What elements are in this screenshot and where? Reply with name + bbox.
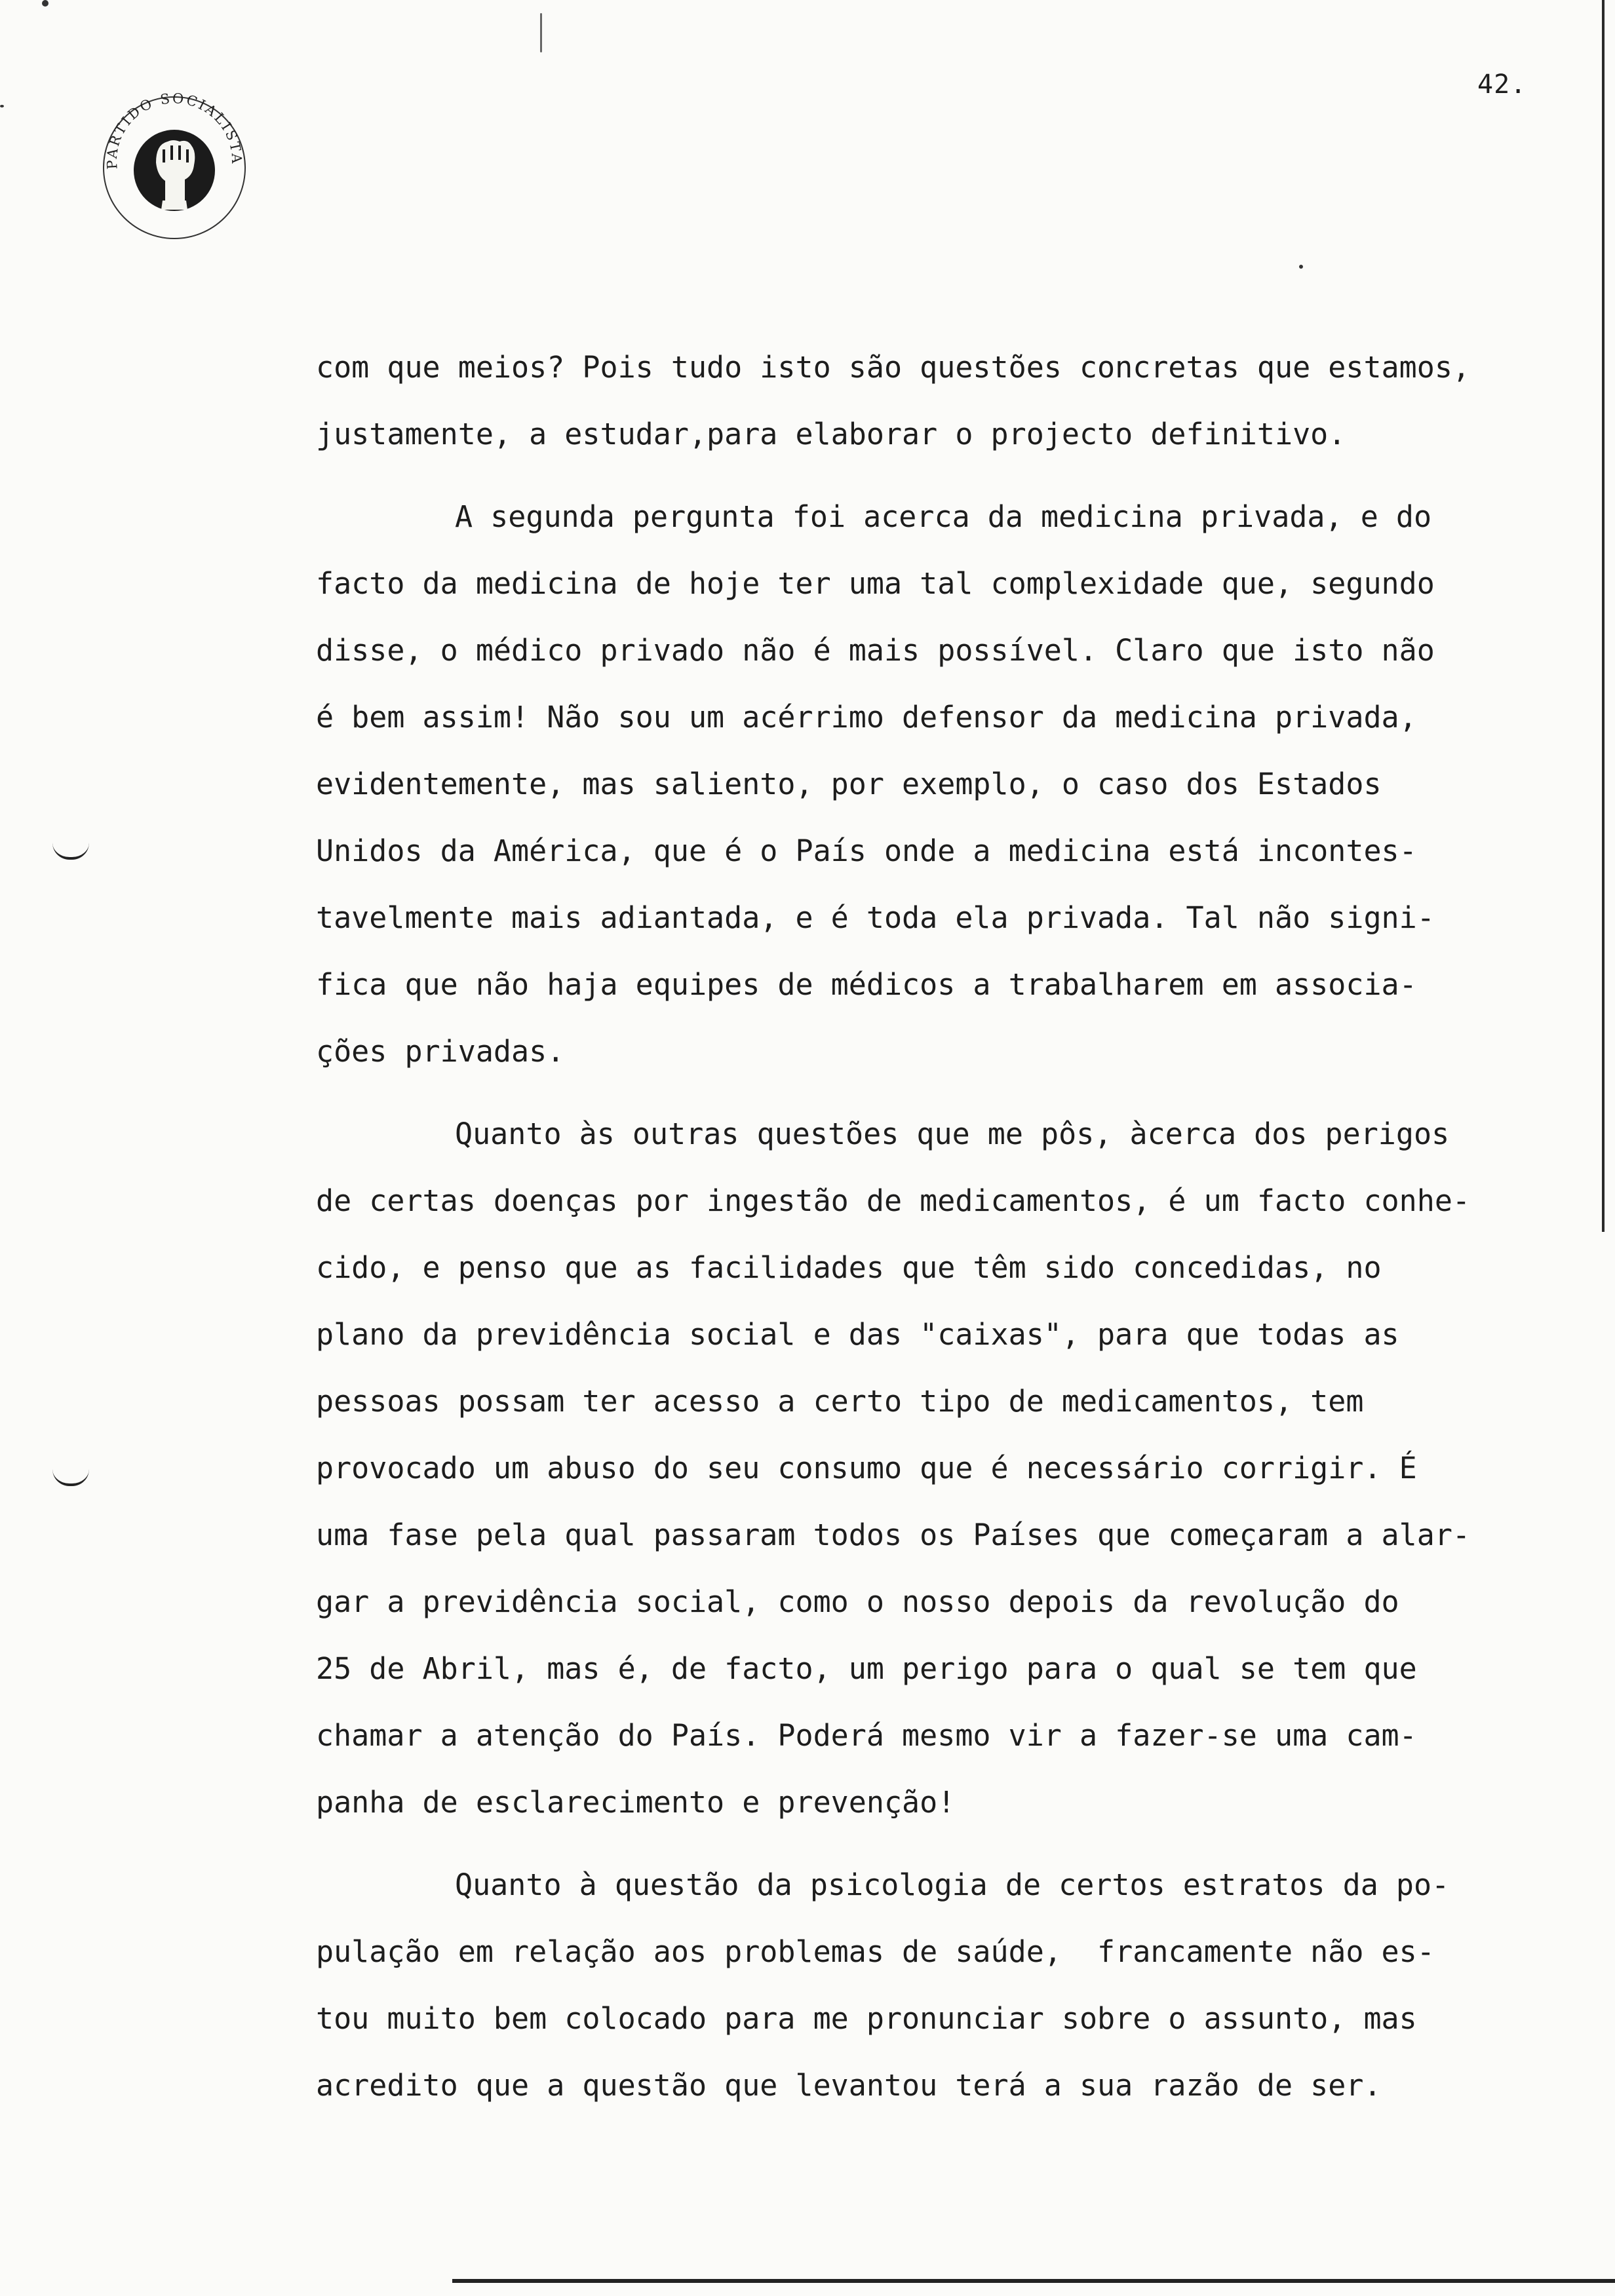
scan-speck [540, 13, 542, 52]
text-line: cido, e penso que as facilidades que têm sido concedidas, no [316, 1250, 1382, 1285]
bottom-edge-rule [452, 2279, 1615, 2283]
text-line: de certas doenças por ingestão de medicamentos, é um facto conhe- [316, 1183, 1470, 1218]
text-line: ções privadas. [316, 1034, 565, 1069]
text-line: fica que não haja equipes de médicos a trabalharem em associa- [316, 967, 1417, 1002]
text-line: acredito que a questão que levantou terá a sua razão de ser. [316, 2068, 1382, 2103]
raised-fist-icon [134, 130, 215, 211]
scan-speck [1299, 265, 1303, 269]
text-line: pessoas possam ter acesso a certo tipo de medicamentos, tem [316, 1384, 1364, 1419]
margin-hole-mark [52, 1469, 89, 1486]
text-line: é bem assim! Não sou um acérrimo defensor da medicina privada, [316, 700, 1417, 735]
document-body [316, 334, 1601, 2119]
text-line: provocado um abuso do seu consumo que é necessário corrigir. É [316, 1451, 1417, 1485]
text-line: gar a previdência social, como o nosso depois da revolução do [316, 1584, 1399, 1619]
text-line: pulação em relação aos problemas de saúde, francamente não es- [316, 1934, 1435, 1969]
paragraph-3 [316, 1101, 1601, 1836]
text-line: uma fase pela qual passaram todos os Países que começaram a alar- [316, 1518, 1470, 1552]
text-line: tavelmente mais adiantada, e é toda ela privada. Tal não signi- [316, 900, 1435, 935]
text-line: 25 de Abril, mas é, de facto, um perigo para o qual se tem que [316, 1651, 1417, 1686]
seal-text: PARTIDO SOCIALISTA [104, 90, 245, 170]
page-number: 42. [1477, 69, 1527, 100]
text-line: A segunda pergunta foi acerca da medicina privada, e do [455, 499, 1432, 534]
text-line: tou muito bem colocado para me pronunciar sobre o assunto, mas [316, 2001, 1417, 2036]
party-seal [96, 84, 253, 241]
right-edge-rule [1602, 0, 1605, 1232]
paragraph-2 [316, 484, 1601, 1085]
text-line: Quanto às outras questões que me pôs, àcerca dos perigos [455, 1117, 1450, 1151]
scan-speck [0, 105, 4, 107]
text-line: justamente, a estudar,para elaborar o projecto definitivo. [316, 417, 1346, 451]
paragraph-1 [316, 334, 1601, 468]
text-line: Unidos da América, que é o País onde a medicina está incontes- [316, 833, 1417, 868]
paragraph-4 [316, 1852, 1601, 2119]
text-line: com que meios? Pois tudo isto são questões concretas que estamos, [316, 350, 1470, 385]
text-line: evidentemente, mas saliento, por exemplo, o caso dos Estados [316, 767, 1382, 801]
scan-speck [42, 0, 49, 7]
text-line: panha de esclarecimento e prevenção! [316, 1785, 956, 1820]
text-line: chamar a atenção do País. Poderá mesmo vir a fazer-se uma cam- [316, 1718, 1417, 1753]
text-line: facto da medicina de hoje ter uma tal complexidade que, segundo [316, 566, 1435, 601]
text-line: plano da previdência social e das "caixas", para que todas as [316, 1317, 1399, 1352]
text-line: disse, o médico privado não é mais possível. Claro que isto não [316, 633, 1435, 668]
text-line: Quanto à questão da psicologia de certos estratos da po- [455, 1867, 1450, 1902]
margin-hole-mark [52, 843, 89, 860]
